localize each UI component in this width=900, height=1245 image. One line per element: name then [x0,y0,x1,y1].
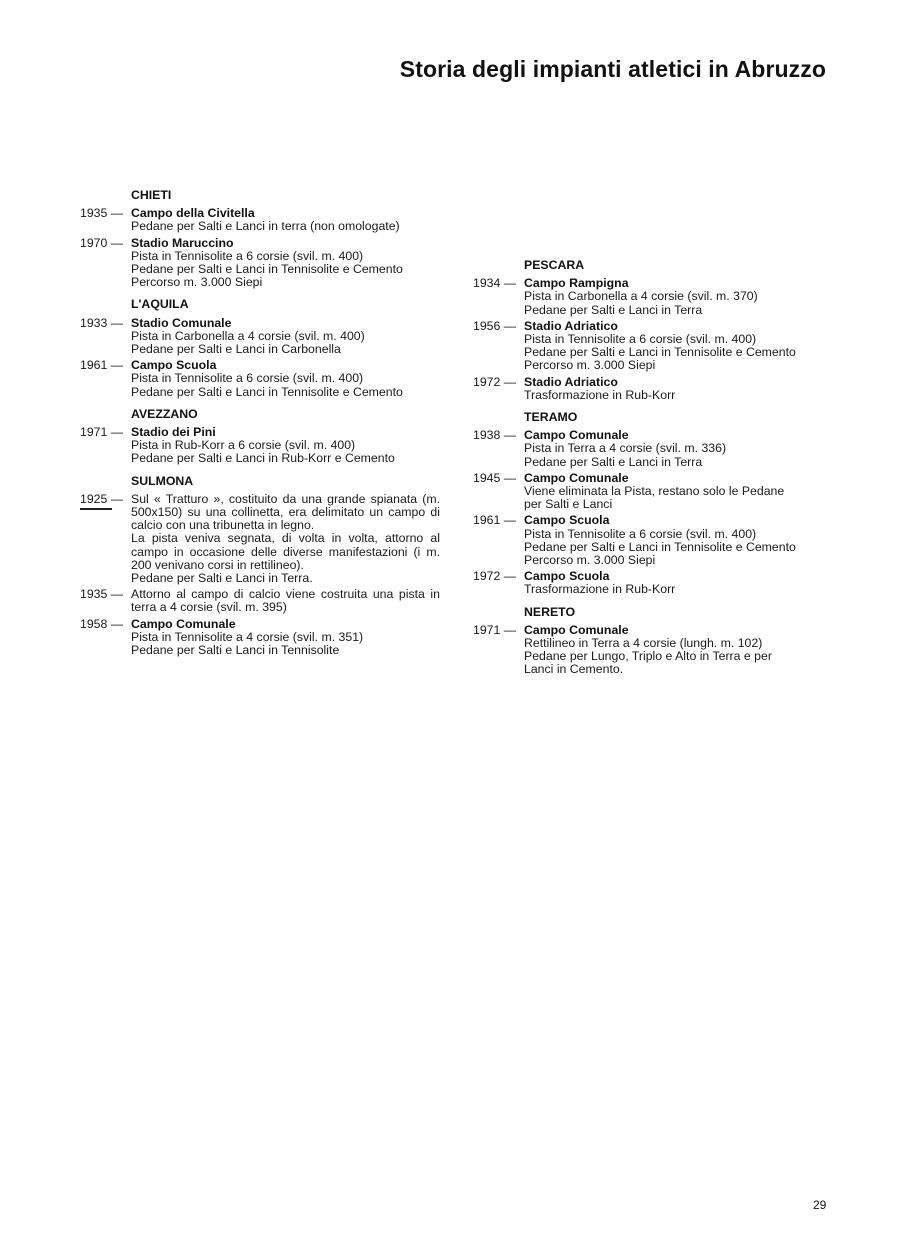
entry-line: Pista in Carbonella a 4 corsie (svil. m. 370) [524,289,758,304]
entry-line: Lanci in Cemento. [524,662,624,677]
region-heading: SULMONA [131,473,194,488]
timeline-entry [80,493,440,585]
entry-line: Pista in Terra a 4 corsie (svil. m. 336) [524,441,727,456]
entry-year: 1935 — [80,206,124,221]
timeline-entry [80,588,440,614]
facility-name: Campo Scuola [524,569,610,584]
region-heading: NERETO [524,604,576,619]
entry-paragraph: Sul « Tratturo », costituito da una grande spianata (m. 500x150) su una collinetta, era delimitato un campo di calcio con una tribunetta in legno. [131,491,440,533]
entry-line: Percorso m. 3.000 Siepi [524,553,656,568]
timeline-entry [80,207,440,233]
region-section [80,189,440,289]
region-heading: PESCARA [524,258,585,272]
entry-body [131,618,440,658]
timeline-entry [473,429,838,469]
entry-body [131,207,440,233]
entry-line: Pista in Tennisolite a 6 corsie (svil. m. 400) [131,248,364,263]
entry-year: 1961 — [80,358,124,373]
entry-body [524,624,838,677]
entry-paragraph: Pedane per Salti e Lanci in Terra. [131,571,313,586]
entry-paragraph: La pista veniva segnata, di volta in volta, attorno al campo in occasione delle diverse manifestazioni (i m. 200 venivano corsi in rettilineo). [131,531,440,572]
region-section [473,411,838,597]
entry-line: Percorso m. 3.000 Siepi [131,275,263,290]
timeline-entry [473,320,838,373]
facility-name: Campo Scuola [524,513,610,528]
entry-body [524,472,838,512]
entry-body [131,588,440,614]
entry-year: 1945 — [473,470,517,485]
entry-line: Pista in Tennisolite a 6 corsie (svil. m. 400) [131,371,364,386]
entry-body [524,277,838,317]
entry-body [524,514,838,567]
timeline-entry [80,618,440,658]
timeline-entry [80,237,440,290]
entry-line: Pedane per Salti e Lanci in Tennisolite e Cemento [524,345,796,360]
facility-name: Stadio Maruccino [131,235,234,250]
entry-line: Pedane per Salti e Lanci in Tennisolite e Cemento [131,384,403,399]
facility-name: Campo Comunale [131,616,236,631]
timeline-entry [473,376,838,402]
facility-name: Campo Scuola [131,358,217,373]
entry-year: 1925 — [80,491,124,506]
entry-year: 1958 — [80,616,124,631]
facility-name: Campo della Civitella [131,206,255,221]
entry-line: Pedane per Salti e Lanci in Terra [524,302,703,317]
timeline-entry [473,570,838,596]
entry-body [131,317,440,357]
entry-line: Rettilineo in Terra a 4 corsie (lungh. m. 102) [524,636,763,651]
region-section [473,259,838,402]
facility-name: Campo Rampigna [524,276,629,291]
entry-line: Percorso m. 3.000 Siepi [524,358,656,373]
region-heading: L'AQUILA [131,297,189,312]
entry-line: Pedane per Salti e Lanci in Tennisolite [131,643,340,658]
entry-line: per Salti e Lanci [524,497,613,512]
facility-name: Stadio Adriatico [524,318,618,333]
entry-line: Pedane per Salti e Lanci in Terra [524,454,703,469]
right-column [473,259,838,686]
entry-line: Pedane per Salti e Lanci in Rub-Korr e Cemento [131,451,395,466]
region-heading: TERAMO [524,410,578,425]
timeline-entry [80,317,440,357]
entry-year: 1961 — [473,513,517,528]
facility-name: Campo Comunale [524,622,629,637]
entry-year: 1934 — [473,276,517,291]
page-number: 29 [813,1198,827,1212]
timeline-entry [80,426,440,466]
entry-year: 1970 — [80,235,124,250]
facility-name: Stadio Adriatico [524,374,618,389]
region-section [80,298,440,398]
entry-year: 1938 — [473,428,517,443]
timeline-entry [473,624,838,677]
entry-year: 1971 — [80,425,124,440]
entry-line: Trasformazione in Rub-Korr [524,387,676,402]
facility-name: Stadio Comunale [131,315,232,330]
entry-body [131,359,440,399]
entry-year: 1935 — [80,587,124,602]
facility-name: Stadio dei Pini [131,425,216,440]
entry-year: 1933 — [80,315,124,330]
page-title: Storia degli impianti atletici in Abruzzo [399,56,826,82]
entry-body [524,376,838,402]
entry-year: 1972 — [473,569,517,584]
entry-body [524,320,838,373]
entry-year: 1956 — [473,318,517,333]
left-column [80,189,440,666]
timeline-entry [80,359,440,399]
entry-line: Trasformazione in Rub-Korr [524,582,676,597]
region-heading: AVEZZANO [131,406,198,421]
entry-line: Pista in Tennisolite a 4 corsie (svil. m. 351) [131,629,364,644]
entry-year: 1972 — [473,374,517,389]
entry-line: Pista in Carbonella a 4 corsie (svil. m. 400) [131,328,365,343]
entry-line: Viene eliminata la Pista, restano solo le Pedane [524,484,785,499]
entry-body [524,570,838,596]
region-section [80,475,440,658]
entry-line: Pedane per Lungo, Triplo e Alto in Terra e per [524,649,772,664]
region-section [80,408,440,466]
entry-paragraph: Attorno al campo di calcio viene costruita una pista in terra a 4 corsie (svil. m. 395) [131,587,440,615]
entry-body [131,237,440,290]
facility-name: Campo Comunale [524,470,629,485]
entry-line: Pedane per Salti e Lanci in terra (non omologate) [131,219,400,234]
entry-body [131,493,440,585]
timeline-entry [473,472,838,512]
region-section [473,606,838,677]
region-heading: CHIETI [131,188,172,202]
entry-line: Pedane per Salti e Lanci in Tennisolite e Cemento [524,539,796,554]
entry-line: Pista in Tennisolite a 6 corsie (svil. m. 400) [524,526,757,541]
timeline-entry [473,514,838,567]
entry-body [524,429,838,469]
facility-name: Campo Comunale [524,428,629,443]
entry-line: Pedane per Salti e Lanci in Tennisolite e Cemento [131,262,403,277]
entry-line: Pista in Tennisolite a 6 corsie (svil. m. 400) [524,332,757,347]
entry-line: Pedane per Salti e Lanci in Carbonella [131,342,341,357]
timeline-entry [473,277,838,317]
entry-body [131,426,440,466]
entry-year: 1971 — [473,622,517,637]
entry-line: Pista in Rub-Korr a 6 corsie (svil. m. 400) [131,438,356,453]
